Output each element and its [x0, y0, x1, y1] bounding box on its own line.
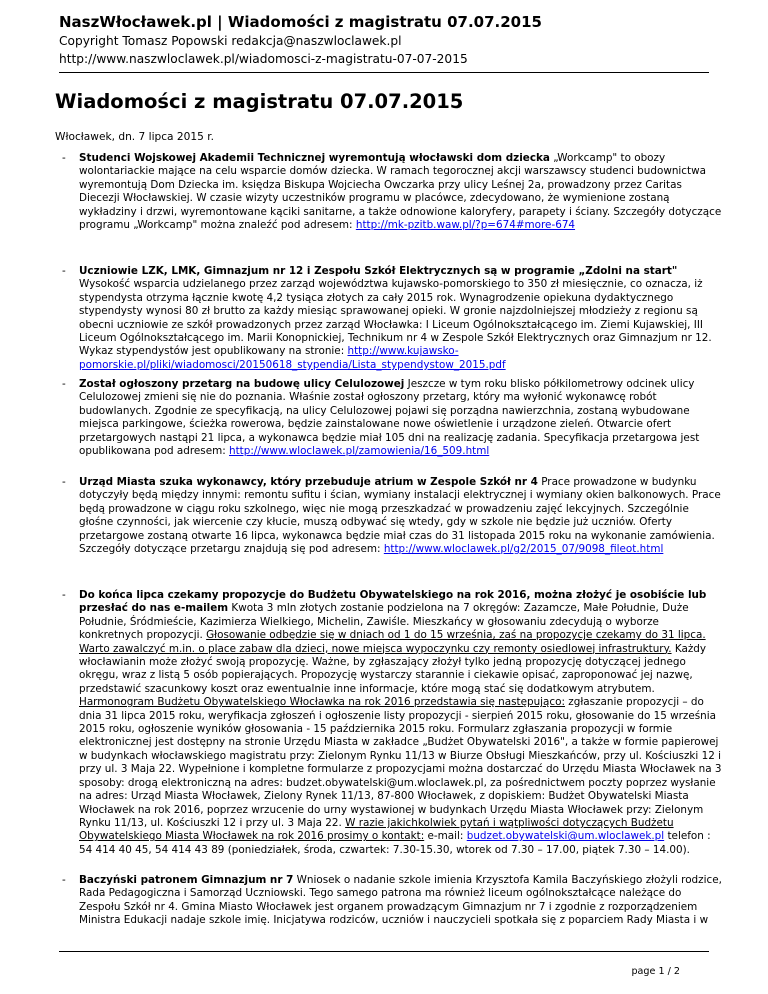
- email-link[interactable]: budzet.obywatelski@um.wloclawek.pl: [466, 830, 665, 843]
- document-header: [59, 12, 719, 68]
- news-item-body: [62, 476, 722, 556]
- news-item-underlined: Harmonogram Budżetu Obywatelskiego Włocławka na rok 2016 przedstawia się następująco:: [79, 696, 565, 709]
- news-item-link[interactable]: http://www.wloclawek.pl/g2/2015_07/9098_fileot.html: [383, 543, 664, 556]
- news-item-body: [62, 589, 722, 857]
- news-item: [62, 476, 722, 556]
- news-item-link[interactable]: http://www.wloclawek.pl/zamowienia/16_509.html: [229, 445, 490, 458]
- article-title: Wiadomości z magistratu 07.07.2015: [55, 90, 464, 113]
- news-item-body: [62, 874, 722, 928]
- news-item-text: Kwota 3 mln złotych zostanie podzielona na 7 okręgów: Zazamcze, Małe Południe, Duże Południe, Śródmieście, Kazimierza Wielkiego, Michelin, Zawiśle. Mieszkańcy w głosowaniu zdecydują o wyborze konkretnych propozycji.: [79, 602, 689, 642]
- article-dateline: Włocławek, dn. 7 lipca 2015 r.: [55, 131, 214, 143]
- news-item-text: e-mail:: [424, 830, 467, 843]
- news-item-text: Prace prowadzone w budynku dotyczyły będą między innymi: remontu sufitu i ścian, wymiany instalacji elektrycznej i wymiany okien balkonowych. Prace będą prowadzone w ciągu roku szkolnego, więc nie mogą przeszkadzać w prowadzeniu zajęć lekcyjnych. Szczególnie głośne czynności, jak wiercenie czy kłucie, muszą odbywać się wtedy, gdy w szkole nie będzie już uczniów. Oferty przetargowe zostaną otwarte 16 lipca, wykonawca będzie miał czas do 31 listopada 2015 roku na wykonanie zamówienia. Szczegóły dotyczące przetargu znajdują się pod adresem:: [79, 476, 721, 556]
- news-item-text: Każdy włocławianin może złożyć swoją propozycję. Ważne, by zgłaszający złożył tylko jedną propozycję dotyczącej jednego okręgu, wraz z listą 5 osób popierających. Propozycję wystarczy starannie i ciekawie opisać, zaproponować jej nazwę, przedstawić szacunkowy koszt oraz ewentualnie inne informacje, które mogą stać się dodatkowym atrybutem.: [79, 642, 707, 695]
- news-item-text: Wniosek o nadanie szkole imienia Krzysztofa Kamila Baczyńskiego złożyli rodzice, Rada Pedagogiczna i Samorząd Uczniowski. Tego samego patrona ma również liceum ogólnokształcące należące do Zespołu Szkół nr 4. Gmina Miasto Włocławek jest organem prowadzącym Gimnazjum nr 7 i zgodnie z rozporządzeniem Ministra Edukacji nadaje szkole imię. Inicjatywa rodziców, uczniów i nauczycieli spotkała się z poparciem Rady Miasta i w: [79, 874, 722, 927]
- bullet-dash: -: [62, 589, 66, 601]
- news-item-text: telefon : 54 414 40 45, 54 414 43 89 (poniedziałek, środa, czwartek: 7.30-15.30, wtorek od 7.30 – 17.00, piątek 7.30 – 14.00).: [79, 830, 711, 856]
- news-item-text: zgłaszanie propozycji – do dnia 31 lipca 2015 roku, weryfikacja zgłoszeń i ogłoszenie listy propozycji - sierpień 2015 roku, głosowanie do 15 września 2015 roku, ogłoszenie wyników głosowania - 15 października 2015 roku. Formularz zgłaszania propozycji w formie elektronicznej jest dostępny na stronie Urzędu Miasta w zakładce „Budżet Obywatelski 2016", a także w formie papierowej w budynkach włocławskiego magistratu przy: Zielonym Rynku 11/13 w Biurze Obsługi Mieszkańców, przy ul. Kościuszki 12 i przy ul. 3 Maja 22. Wypełnione i kompletne formularze z propozycjami można dostarczać do Urzędu Miasta Włocławek na 3 sposoby: drogą elektroniczną na adres: budzet.obywatelski@um.wloclawek.pl, za pośrednictwem poczty poprzez wysłanie na adres: Urząd Miasta Włocławek, Zielony Rynek 11/13, 87-800 Włocławek, z dopiskiem: Budżet Obywatelski Miasta Włocławek na rok 2016, poprzez wrzucenie do urny wystawionej w budynkach Urzędu Miasta Włocławek przy: Zielonym Rynku 11/13, ul. Kościuszki 12 i przy ul. 3 Maja 22.: [79, 696, 722, 829]
- news-item-body: [62, 265, 722, 372]
- news-item: [62, 874, 722, 928]
- page-number: page 1 / 2: [631, 966, 680, 977]
- bullet-dash: -: [62, 378, 66, 390]
- bullet-dash: -: [62, 476, 66, 488]
- header-divider: [59, 72, 709, 73]
- news-item-underlined: Głosowanie odbędzie się w dniach od 1 do 15 września, zaś na propozycje czekamy do 31 lipca. Warto zawalczyć m.in. o place zabaw dla dzieci, nowe miejsca wypoczynku czy remonty osiedlowej infrastruktury.: [79, 629, 706, 655]
- bullet-dash: -: [62, 265, 66, 277]
- news-item-lead: Został ogłoszony przetarg na budowę ulicy Celulozowej: [79, 378, 405, 390]
- news-item-body: [62, 152, 722, 232]
- header-copyright: Copyright Tomasz Popowski redakcja@naszwloclawek.pl: [59, 34, 402, 48]
- news-item-link[interactable]: http://mk-pzitb.waw.pl/?p=674#more-674: [355, 219, 576, 232]
- news-item-body: [62, 378, 722, 458]
- news-item-text: Wysokość wsparcia udzielanego przez zarząd województwa kujawsko-pomorskiego to 350 zł miesięcznie, co oznacza, iż stypendysta otrzyma łącznie kwotę 4,2 tysiąca złotych za cały 2015 rok. Wynagrodzenie opiekuna dydaktycznego stypendysty wynosi 80 zł brutto za każdy miesiąc sprawowanej opieki. W gronie najzdolniejszej młodzieży z regionu są obecni uczniowie ze szkół prowadzonych przez zarząd Włocławka: I Liceum Ogólnokształcącego im. Ziemi Kujawskiej, III Liceum Ogólnokształcącego im. Marii Konopnickiej, Technikum nr 4 w Zespole Szkół Elektrycznych oraz Gimnazjum nr 12. Wykaz stypendystów jest opublikowany na stronie:: [79, 278, 712, 358]
- header-title: NaszWłocławek.pl | Wiadomości z magistratu 07.07.2015: [59, 13, 542, 31]
- news-item-link[interactable]: http://www.kujawsko-pomorskie.pl/pliki/wiadomosci/20150618_stypendia/Lista_stypendystow_2015.pdf: [79, 345, 506, 371]
- news-item-text: Jeszcze w tym roku blisko półkilometrowy odcinek ulicy Celulozowej zmieni się nie do poznania. Właśnie został ogłoszony przetarg, który ma wyłonić wykonawcę robót budowlanych. Zgodnie ze specyfikacją, na ulicy Celulozowej pojawi się porządna nawierzchnia, zostaną wybudowane miejsca parkingowe, ścieżka rowerowa, będzie zainstalowane nowe oświetlenie i urządzone zieleń. Otwarcie ofert przetargowych nastąpi 21 lipca, a wykonawca będzie miał 105 dni na realizację zadania. Specyfikacja przetargowa jest opublikowana pod adresem:: [79, 378, 700, 458]
- news-item: [62, 378, 722, 458]
- news-item: [62, 152, 722, 232]
- news-item-lead: Baczyński patronem Gimnazjum nr 7: [79, 874, 294, 886]
- bullet-dash: -: [62, 152, 66, 164]
- news-item-lead: Do końca lipca czekamy propozycje do Budżetu Obywatelskiego na rok 2016, można złożyć je osobiście lub przesłać do nas e-mailem: [79, 589, 707, 615]
- news-item: [62, 265, 722, 372]
- news-item-text: „Workcamp" to obozy wolontariackie mające na celu wsparcie domów dziecka. W ramach tegorocznej akcji warszawscy studenci budownictwa wyremontują Dom Dziecka im. księdza Biskupa Wojciecha Owczarka przy ulicy Leśnej 2a, prowadzony przez Caritas Diecezji Włocławskiej. W czasie wizyty uczestników programu w placówce, zdecydowano, że wymienione zostaną wykładziny i drzwi, wyremontowane kąciki sanitarne, a także odnowione kaloryfery, parapety i ściany. Szczegóły dotyczące programu „Workcamp" można znaleźć pod adresem:: [79, 152, 722, 232]
- news-item-lead: Studenci Wojskowej Akademii Technicznej wyremontują włocławski dom dziecka: [79, 152, 550, 164]
- header-url: http://www.naszwloclawek.pl/wiadomosci-z-magistratu-07-07-2015: [59, 52, 468, 66]
- news-item-lead: Urząd Miasta szuka wykonawcy, który przebuduje atrium w Zespole Szkół nr 4: [79, 476, 538, 488]
- news-item: [62, 589, 722, 857]
- bullet-dash: -: [62, 874, 66, 886]
- footer-divider: [59, 951, 709, 952]
- news-item-lead: Uczniowie LZK, LMK, Gimnazjum nr 12 i Zespołu Szkół Elektrycznych są w programie „Zdolni na start": [79, 265, 678, 277]
- news-item-underlined: W razie jakichkolwiek pytań i wątpliwości dotyczących Budżetu Obywatelskiego Miasta Włocławek na rok 2016 prosimy o kontakt:: [79, 816, 674, 843]
